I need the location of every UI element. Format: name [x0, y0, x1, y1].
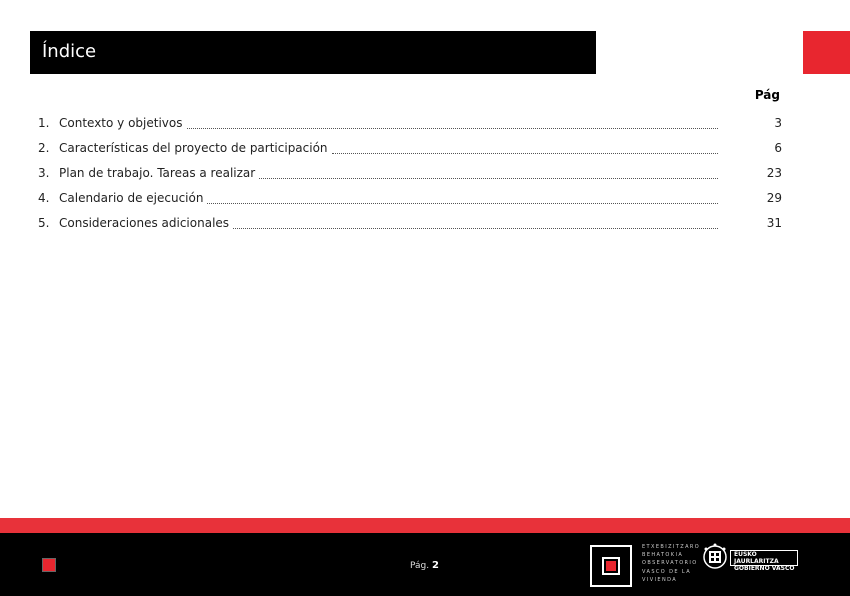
- corner-accent-block: [803, 31, 850, 74]
- toc-entry[interactable]: [38, 191, 782, 207]
- toc-label: Plan de trabajo. Tareas a realizar: [59, 166, 256, 180]
- page-number: 2: [432, 560, 439, 571]
- observatory-logo-icon: [590, 545, 632, 587]
- observatory-line: VASCO DE LA: [642, 568, 692, 575]
- page-column-header: Pág: [754, 88, 780, 102]
- observatory-logo-text: [642, 543, 701, 584]
- footer-square-icon: [42, 558, 56, 572]
- footer-bar: [0, 533, 850, 596]
- toc-number: 1.: [38, 116, 50, 130]
- government-logo-text: [730, 550, 798, 572]
- toc-number: 4.: [38, 191, 50, 205]
- toc-label: Contexto y objetivos: [59, 116, 183, 130]
- footer-red-band: [0, 518, 850, 533]
- toc-page-number: 3: [774, 116, 782, 130]
- toc-number: 5.: [38, 216, 50, 230]
- toc-entry[interactable]: [38, 216, 782, 232]
- toc-label: Características del proyecto de participación: [59, 141, 328, 155]
- observatory-line: OBSERVATORIO: [642, 560, 698, 567]
- toc-page-number: 31: [766, 216, 782, 230]
- gov-line-2: GOBIERNO VASCO: [734, 565, 795, 572]
- page-prefix: Pág.: [410, 561, 430, 571]
- page-title: Índice: [30, 31, 596, 74]
- toc-leader-dots: [233, 227, 718, 229]
- toc-page-number: 29: [766, 191, 782, 205]
- observatory-line: BEHATOKIA: [642, 552, 684, 559]
- toc-leader-dots: [207, 202, 718, 204]
- page-indicator: [410, 560, 439, 571]
- toc-page-number: 6: [774, 141, 782, 155]
- toc-number: 2.: [38, 141, 50, 155]
- toc-label: Calendario de ejecución: [59, 191, 204, 205]
- observatory-line: ETXEBIZITZARO: [642, 544, 701, 550]
- toc-entry[interactable]: [38, 166, 782, 182]
- toc-leader-dots: [259, 177, 718, 179]
- toc-page-number: 23: [766, 166, 782, 180]
- toc-entry[interactable]: [38, 116, 782, 132]
- observatory-line: VIVIENDA: [642, 576, 678, 583]
- toc-leader-dots: [187, 127, 719, 129]
- toc-leader-dots: [332, 152, 718, 154]
- toc-entry[interactable]: [38, 141, 782, 157]
- government-emblem-icon: [702, 543, 728, 573]
- toc-number: 3.: [38, 166, 50, 180]
- gov-line-1: EUSKO JAURLARITZA: [734, 551, 779, 565]
- toc-label: Consideraciones adicionales: [59, 216, 230, 230]
